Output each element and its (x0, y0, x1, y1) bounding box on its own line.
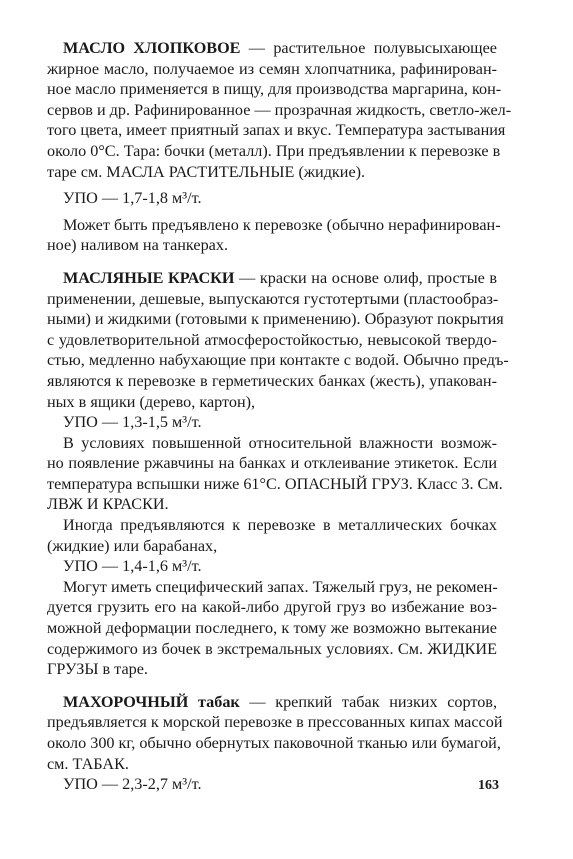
entry-line: Иногда предъявляются к перевозке в металлических бочках (63, 516, 497, 535)
entry-maslyanye-kraski (47, 268, 509, 680)
entry-line: дуется грузить его на какой-либо другой груз во избежание воз- (47, 598, 497, 617)
entry-line (47, 268, 497, 289)
entry-maslo-hlopkovoe (47, 38, 512, 256)
entry-line: предъявляется к морской перевозке в прессованных кипах массой (47, 713, 503, 732)
entry-line: жирное масло, получаемое из семян хлопчатника, рафинирован- (47, 59, 497, 78)
entry-line: применении, дешевые, выпускаются густотертыми (пластообраз- (47, 289, 499, 308)
upo-line: УПО — 1,7-1,8 м³/т. (63, 189, 202, 208)
entry-line: являются к перевозке в герметических банках (жесть), упакован- (47, 371, 497, 390)
upo-line: УПО — 1,4-1,6 м³/т. (63, 557, 202, 576)
entry-text: — растительное полувысыхающее (240, 39, 497, 57)
entry-line: около 0°С. Тара: бочки (металл). При предъявлении к перевозке в (47, 141, 501, 160)
entry-line: ных в ящики (дерево, картон), (47, 392, 256, 411)
entry-line: (жидкие) или барабанах, (47, 536, 218, 555)
entry-line: температура вспышки ниже 61°С. ОПАСНЫЙ ГРУЗ. Класс 3. См. (47, 474, 503, 493)
entry-mahorochnyi-tabak (47, 692, 503, 795)
entry-line: ными) и жидкими (готовыми к применению). Образуют покрытия (47, 310, 504, 329)
document-body (47, 38, 512, 795)
entry-line: ное масло применяется в пищу, для производства маргарина, кон- (47, 80, 502, 99)
entry-line: таре см. МАСЛА РАСТИТЕЛЬНЫЕ (жидкие). (47, 162, 366, 181)
entry-line: около 300 кг, обычно обернутых паковочной тканью или бумагой, (47, 734, 501, 752)
entry-line: но появление ржавчины на банках и отклеивание этикеток. Если (47, 454, 497, 473)
page-number: 163 (478, 778, 499, 793)
entry-line: можной деформации последнего, к тому же возможно вытекание (47, 619, 497, 638)
entry-line (47, 692, 497, 713)
entry-line: ЛВЖ И КРАСКИ. (47, 495, 169, 514)
upo-line: УПО — 1,3-1,5 м³/т. (63, 413, 202, 432)
entry-line: Может быть предъявлено к перевозке (обычно нерафинирован- (63, 215, 501, 234)
entry-text: — крепкий табак низких сортов, (239, 692, 497, 711)
entry-line: ное) наливом на танкерах. (47, 236, 228, 255)
entry-line: см. ТАБАК. (47, 754, 129, 773)
entry-line: с удовлетворительной атмосферостойкостью, невысокой твердо- (47, 330, 497, 349)
entry-line: содержимого из бочек в экстремальных условиях. См. ЖИДКИЕ (47, 639, 497, 658)
entry-line: того цвета, имеет приятный запах и вкус. Температура застывания (47, 121, 506, 140)
upo-line: УПО — 2,3-2,7 м³/т. (63, 775, 202, 794)
entry-line: сервов и др. Рафинированное — прозрачная жидкость, светло-жел- (47, 100, 512, 119)
entry-term: МАСЛО ХЛОПКОВОЕ (63, 39, 241, 57)
entry-line (47, 38, 497, 59)
entry-line: стью, медленно набухающие при контакте с водой. Обычно предъ- (47, 351, 509, 370)
entry-term: МАХОРОЧНЫЙ табак (63, 692, 240, 711)
entry-term: МАСЛЯНЫЕ КРАСКИ (63, 268, 235, 287)
entry-text: — краски на основе олиф, простые в (234, 268, 497, 287)
entry-line: Могут иметь специфический запах. Тяжелый груз, не рекомен- (63, 577, 498, 596)
entry-line: ГРУЗЫ в таре. (47, 660, 148, 679)
entry-line: В условиях повышенной относительной влажности возмож- (63, 433, 497, 452)
